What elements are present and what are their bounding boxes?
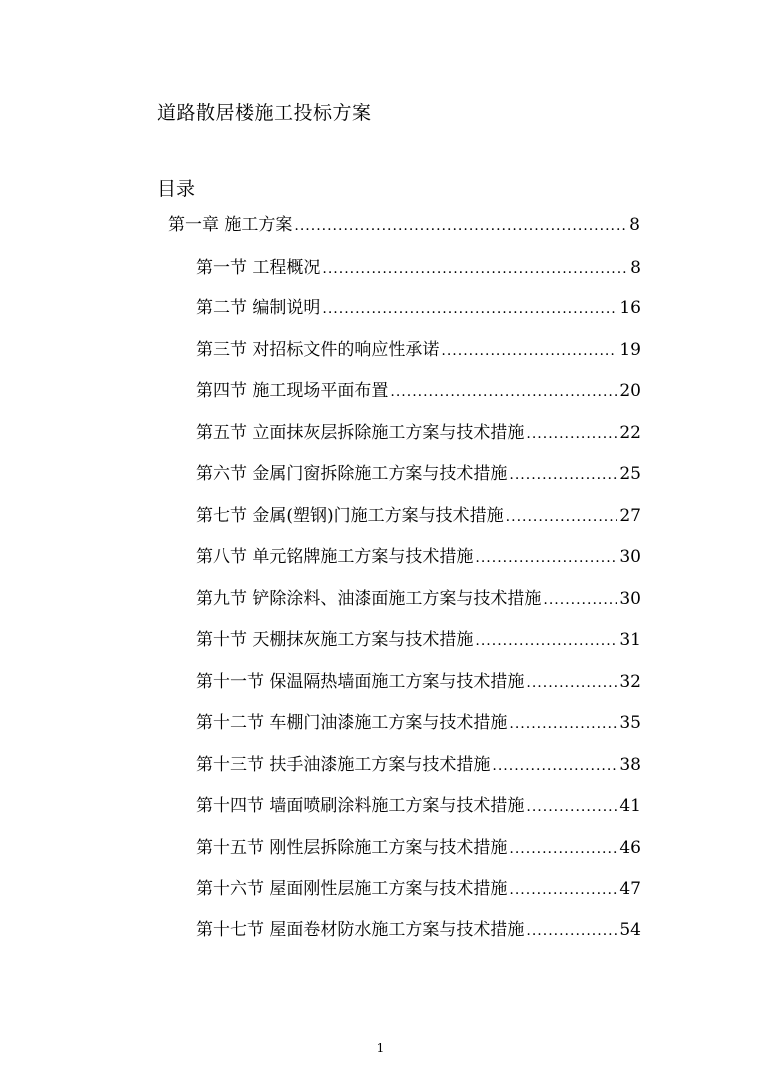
toc-entry-section-9[interactable]	[196, 587, 641, 611]
toc-entry-label: 第六节 金属门窗拆除施工方案与技术措施	[196, 464, 508, 484]
toc-entry-page: 16	[619, 298, 641, 318]
toc-entry-label: 第十四节 墙面喷刷涂料施工方案与技术措施	[196, 796, 525, 816]
toc-leader-dots	[475, 546, 617, 570]
toc-leader-dots	[441, 339, 617, 363]
toc-leader-dots	[492, 754, 617, 778]
toc-leader-dots	[526, 795, 617, 819]
toc-entry-section-13[interactable]	[196, 753, 641, 777]
toc-entry-page: 35	[619, 713, 641, 733]
toc-entry-label: 第四节 施工现场平面布置	[196, 381, 389, 401]
toc-leader-dots	[506, 505, 618, 529]
toc-entry-page: 27	[619, 506, 641, 526]
toc-leader-dots	[526, 671, 617, 695]
toc-entry-section-15[interactable]	[196, 836, 641, 860]
toc-entry-page: 8	[629, 215, 640, 235]
toc-entry-page: 22	[619, 423, 641, 443]
toc-entry-page: 19	[619, 340, 641, 360]
toc-entry-label: 第十节 天棚抹灰施工方案与技术措施	[196, 630, 474, 650]
page-number: 1	[376, 1041, 385, 1055]
toc-leader-dots	[390, 380, 617, 404]
toc-entry-label: 第十六节 屋面刚性层施工方案与技术措施	[196, 879, 508, 899]
toc-entry-label: 第九节 铲除涂料、油漆面施工方案与技术措施	[196, 589, 542, 609]
toc-entry-section-5[interactable]	[196, 421, 641, 445]
toc-leader-dots	[322, 297, 617, 321]
toc-entry-label: 第七节 金属(塑钢)门施工方案与技术措施	[196, 506, 504, 526]
toc-entry-label: 第十五节 刚性层拆除施工方案与技术措施	[196, 838, 508, 858]
toc-entry-page: 32	[619, 672, 641, 692]
toc-entry-label: 第八节 单元铭牌施工方案与技术措施	[196, 547, 474, 567]
toc-leader-dots	[294, 214, 627, 238]
toc-entry-page: 20	[619, 381, 641, 401]
toc-entry-section-8[interactable]	[196, 545, 641, 569]
toc-entry-page: 31	[619, 630, 641, 650]
toc-entry-label: 第三节 对招标文件的响应性承诺	[196, 340, 440, 360]
toc-entry-section-1[interactable]	[196, 256, 641, 280]
toc-entry-page: 47	[619, 879, 641, 899]
doc-title: 道路散居楼施工投标方案	[157, 102, 372, 124]
toc-entry-label: 第十一节 保温隔热墙面施工方案与技术措施	[196, 672, 525, 692]
toc-entry-section-4[interactable]	[196, 379, 641, 403]
toc-entry-page: 30	[619, 547, 641, 567]
toc-entry-label: 第十三节 扶手油漆施工方案与技术措施	[196, 755, 491, 775]
toc-entry-section-12[interactable]	[196, 711, 641, 735]
toc-entry-section-17[interactable]	[196, 918, 641, 942]
toc-leader-dots	[543, 588, 617, 612]
toc-heading: 目录	[157, 178, 196, 200]
toc-entry-section-14[interactable]	[196, 794, 641, 818]
toc-entry-page: 8	[630, 258, 641, 278]
toc-entry-page: 38	[619, 755, 641, 775]
toc-entry-page: 30	[619, 589, 641, 609]
toc-entry-label: 第五节 立面抹灰层拆除施工方案与技术措施	[196, 423, 525, 443]
toc-entry-page: 54	[619, 920, 641, 940]
toc-entry-section-3[interactable]	[196, 338, 641, 362]
toc-entry-label: 第十七节 屋面卷材防水施工方案与技术措施	[196, 920, 525, 940]
toc-leader-dots	[509, 837, 617, 861]
toc-entry-label: 第二节 编制说明	[196, 298, 321, 318]
toc-entry-label: 第一章 施工方案	[168, 215, 293, 235]
toc-leader-dots	[509, 712, 617, 736]
toc-leader-dots	[475, 629, 617, 653]
toc-entry-chapter-1[interactable]	[168, 213, 640, 237]
toc-entry-page: 25	[619, 464, 641, 484]
toc-entry-section-10[interactable]	[196, 628, 641, 652]
toc-entry-section-7[interactable]	[196, 504, 641, 528]
toc-entry-section-2[interactable]	[196, 296, 641, 320]
toc-entry-section-11[interactable]	[196, 670, 641, 694]
toc-leader-dots	[509, 463, 617, 487]
toc-leader-dots	[526, 422, 617, 446]
toc-leader-dots	[509, 878, 617, 902]
toc-entry-page: 46	[619, 838, 641, 858]
toc-entry-section-16[interactable]	[196, 877, 641, 901]
toc-entry-label: 第一节 工程概况	[196, 258, 321, 278]
toc-leader-dots	[526, 919, 617, 943]
toc-entry-section-6[interactable]	[196, 462, 641, 486]
toc-entry-label: 第十二节 车棚门油漆施工方案与技术措施	[196, 713, 508, 733]
toc-leader-dots	[322, 257, 628, 281]
toc-entry-page: 41	[619, 796, 641, 816]
